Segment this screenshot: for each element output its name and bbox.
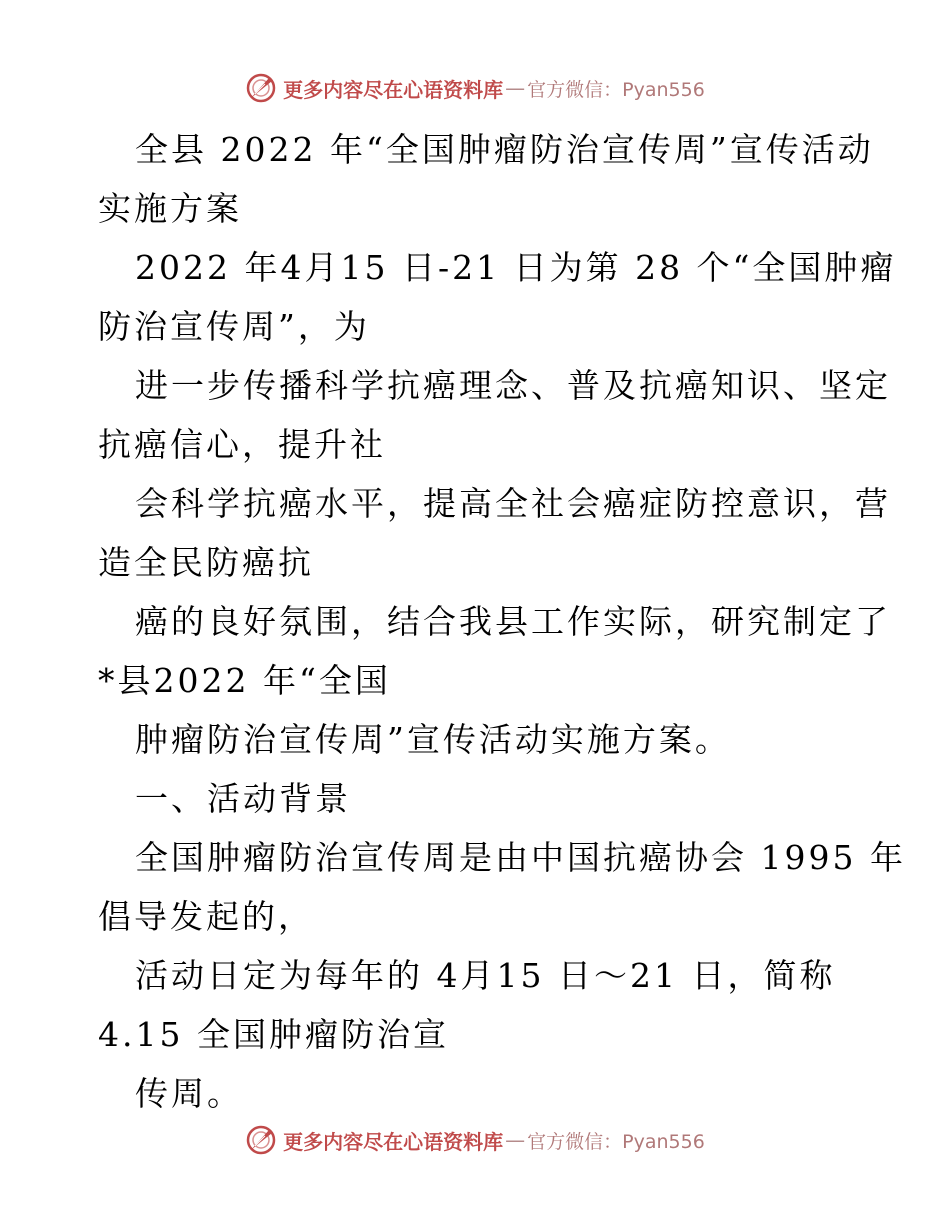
document-line: 肿瘤防治宣传周”宣传活动实施方案。 (135, 720, 731, 759)
document-line: 2022 年4月15 日-21 日为第 28 个“全国肿瘤 (135, 248, 897, 287)
feather-logo-icon (245, 72, 277, 104)
document-line: 癌的良好氛围，结合我县工作实际，研究制定了 (135, 602, 891, 641)
watermark-official-text: 官方微信：Pyan556 (527, 1130, 705, 1153)
document-line: 抗癌信心，提升社 (98, 425, 386, 464)
feather-logo-icon (245, 1124, 277, 1156)
watermark-official-text: 官方微信：Pyan556 (527, 78, 705, 101)
watermark-site-text: 更多内容尽在心语资料库 (283, 1129, 504, 1154)
document-line: 一、活动背景 (135, 779, 351, 818)
watermark-footer (0, 1120, 950, 1160)
watermark-site-text: 更多内容尽在心语资料库 (283, 77, 504, 102)
document-line: 会科学抗癌水平，提高全社会癌症防控意识，营 (135, 484, 891, 523)
document-line: 4.15 全国肿瘤防治宣 (98, 1015, 449, 1054)
document-line: 全县 2022 年“全国肿瘤防治宣传周”宣传活动 (135, 130, 874, 169)
document-line: 活动日定为每年的 4月15 日～21 日，简称 (135, 956, 836, 995)
document-line: 倡导发起的， (98, 897, 314, 936)
document-line: *县2022 年“全国 (98, 661, 391, 700)
watermark-separator: — (505, 1128, 526, 1152)
document-line: 造全民防癌抗 (98, 543, 314, 582)
document-line: 进一步传播科学抗癌理念、普及抗癌知识、坚定 (135, 366, 891, 405)
watermark-separator: — (505, 76, 526, 100)
document-line: 实施方案 (98, 189, 242, 228)
document-body (98, 120, 906, 1123)
document-line: 防治宣传周”，为 (98, 307, 370, 346)
watermark-header (0, 68, 950, 108)
document-line: 全国肿瘤防治宣传周是由中国抗癌协会 1995 年 (135, 838, 906, 877)
document-line: 传周。 (135, 1074, 243, 1113)
